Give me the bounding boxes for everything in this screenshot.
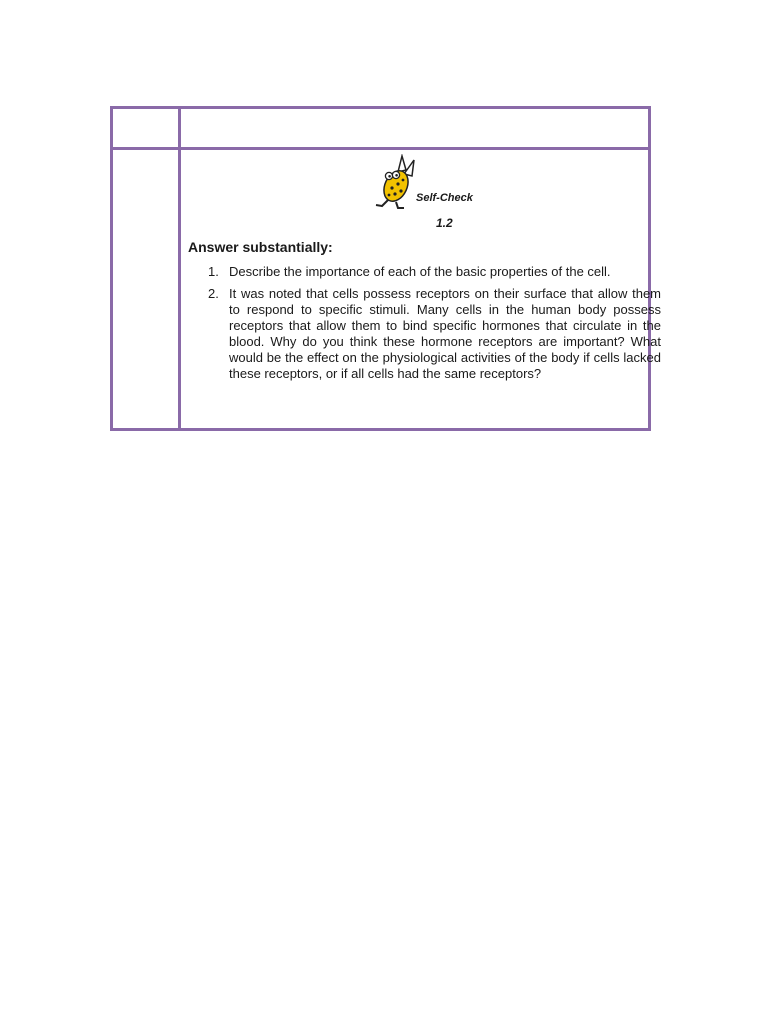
self-check-content xyxy=(188,150,661,428)
self-check-table xyxy=(110,106,661,431)
question-text: It was noted that cells possess receptors on their surface that allow them to respond to specific stimuli. Many cells in the human body possess receptors that allow them to bind specific hormones that circulate in the blood. Why do you think these hormone receptors are important? What would be the effect on the physiological activities of the body if cells lacked these receptors, or if all cells had the same receptors? xyxy=(229,286,661,381)
question-item xyxy=(208,286,663,402)
instructions-heading: Answer substantially: xyxy=(188,239,333,255)
table-column-divider xyxy=(178,109,181,428)
self-check-label: Self-Check xyxy=(416,192,473,204)
self-check-number: 1.2 xyxy=(436,216,453,230)
question-number: 2. xyxy=(208,286,219,301)
question-text: Describe the importance of each of the basic properties of the cell. xyxy=(229,264,611,279)
question-item xyxy=(208,264,663,284)
question-number: 1. xyxy=(208,264,219,279)
